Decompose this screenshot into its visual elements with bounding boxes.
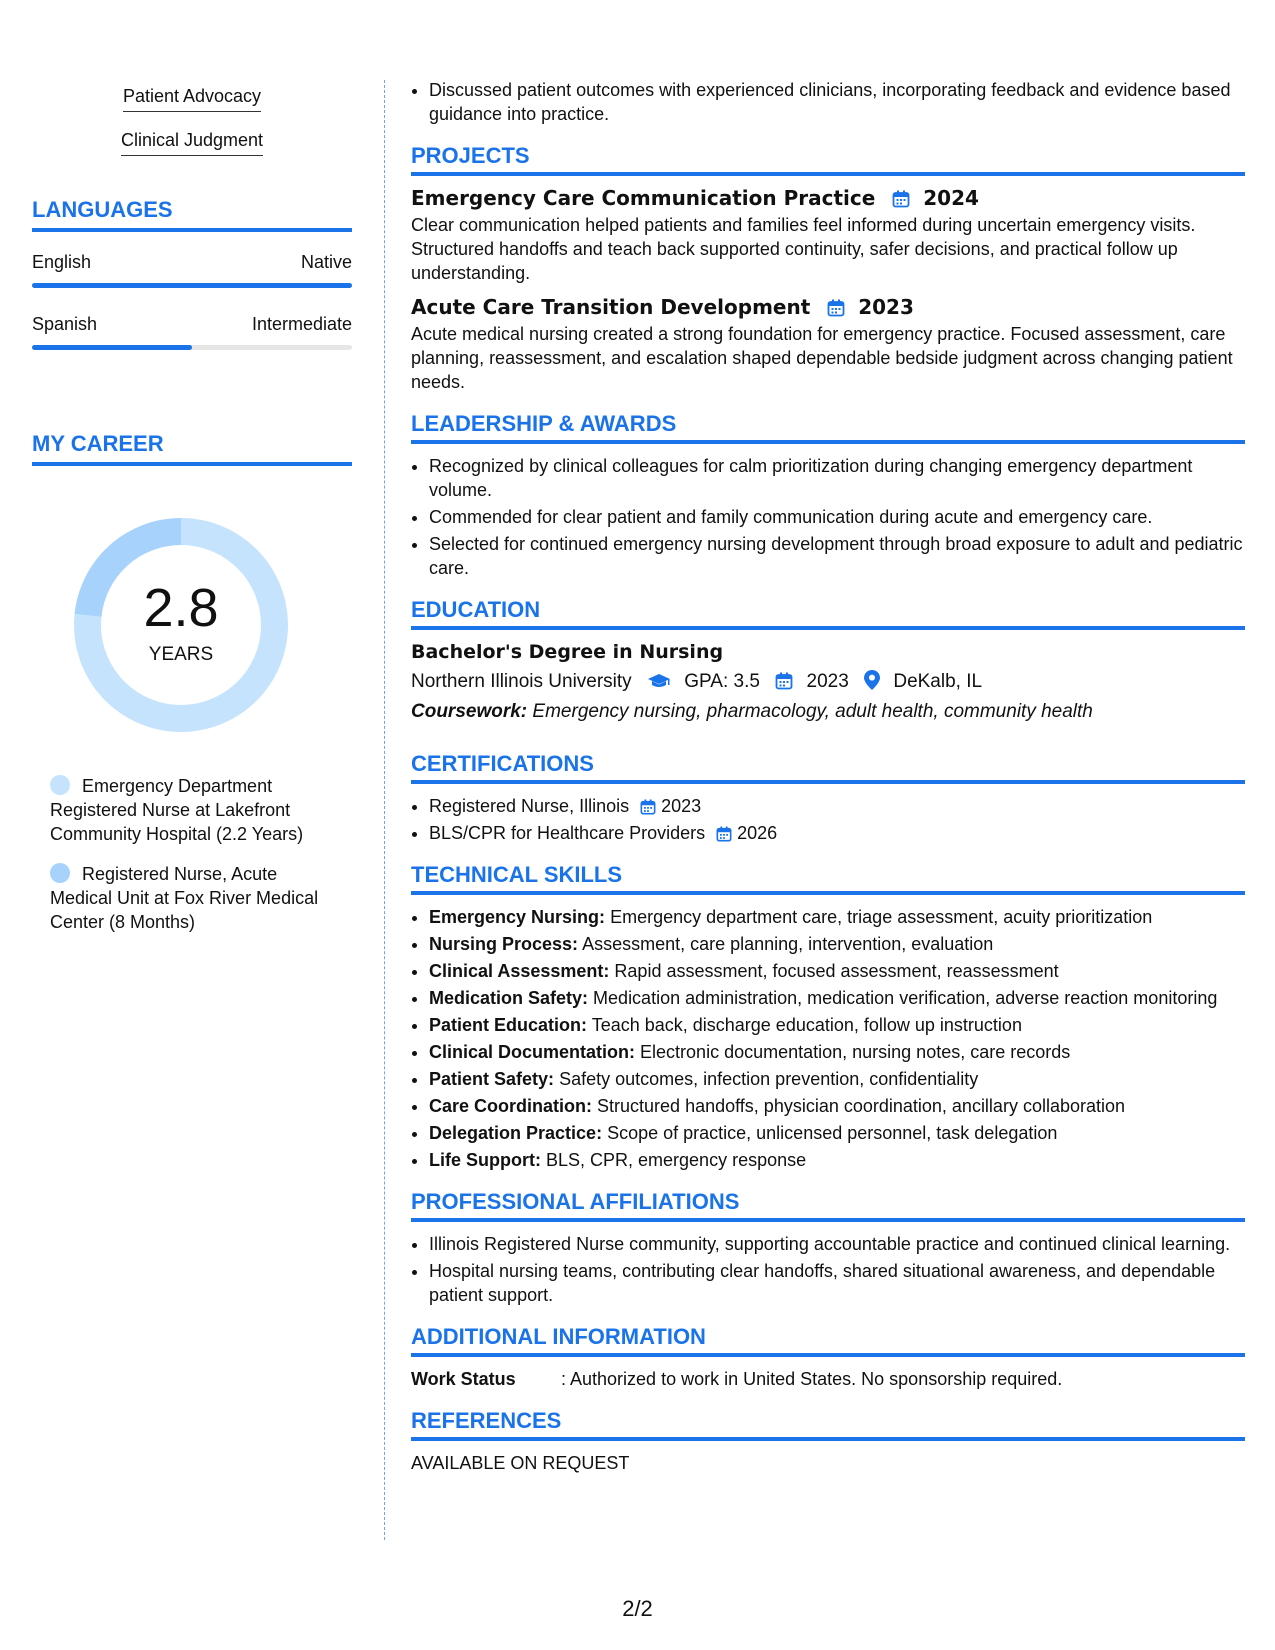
skill-item [429,1148,1245,1172]
career-unit: YEARS [148,644,214,665]
skill-tag: Patient Advocacy [123,84,261,112]
list-item: • Illinois Registered Nurse community, supporting accountable practice and continued clinical learning. [429,1232,1245,1256]
skill-text: BLS, CPR, emergency response [546,1150,807,1170]
school-name: Northern Illinois University [411,671,632,692]
list-item: • Hospital nursing teams, contributing clear handoffs, shared situational awareness, and dependable patient support. [429,1259,1245,1307]
graduation-cap-icon [647,672,671,690]
skill-item [429,932,1245,956]
legend-dot [50,863,70,883]
calendar-icon [827,299,845,317]
language-bar-fill [32,345,192,350]
skill-label: Medication Safety: [429,988,589,1008]
page-number: 2/2 [622,1596,653,1621]
certification-year: 2026 [737,823,778,843]
right-column [411,78,1245,1475]
column-divider [384,80,385,1540]
skill-label: Clinical Documentation: [429,1042,636,1062]
skill-item [429,1094,1245,1118]
list-item: • Selected for continued emergency nursing development through broad exposure to adult and pediatric care. [429,532,1245,580]
work-status-value: : Authorized to work in United States. No sponsorship required. [561,1369,1063,1389]
skill-text: Medication administration, medication verification, adverse reaction monitoring [593,988,1218,1008]
language-bar [32,345,352,350]
language-name: Spanish [32,314,98,334]
skill-label: Delegation Practice: [429,1123,603,1143]
certification-item [429,821,1245,845]
language-bar-fill [32,283,352,288]
calendar-icon [892,190,910,208]
certification-item [429,794,1245,818]
work-status-label: Work Status [411,1369,516,1389]
skill-label: Patient Safety: [429,1069,555,1089]
skill-text: Safety outcomes, infection prevention, confidentiality [559,1069,979,1089]
skill-item [429,1067,1245,1091]
additional-info-heading: ADDITIONAL INFORMATION [411,1323,1245,1357]
skill-label: Patient Education: [429,1015,588,1035]
coursework-label: Coursework: [411,701,528,722]
calendar-icon [640,799,656,815]
certifications-heading: CERTIFICATIONS [411,750,1245,784]
language-item [32,314,352,350]
project-year: 2023 [858,295,914,319]
technical-skills-list [411,905,1245,1172]
left-column [32,84,352,950]
skill-item [429,1040,1245,1064]
career-heading: MY CAREER [32,430,352,466]
skill-text: Assessment, care planning, intervention, evaluation [582,934,994,954]
career-legend [50,774,335,934]
location-pin-icon [864,670,880,690]
degree: Bachelor's Degree in Nursing [411,641,724,663]
project-title: Acute Care Transition Development [411,295,811,319]
languages-heading: LANGUAGES [32,196,352,232]
graduation-year: 2023 [806,671,849,692]
career-donut-chart [66,510,296,740]
skill-item [429,1013,1245,1037]
list-item: • Commended for clear patient and family communication during acute and emergency care. [429,505,1245,529]
certification-name: BLS/CPR for Healthcare Providers [429,823,706,843]
skill-text: Structured handoffs, physician coordination, ancillary collaboration [597,1096,1126,1116]
skill-text: Scope of practice, unlicensed personnel, task delegation [607,1123,1058,1143]
skill-text: Electronic documentation, nursing notes, care records [640,1042,1071,1062]
project-title: Emergency Care Communication Practice [411,186,876,210]
work-status-row [411,1367,1245,1391]
skill-item [429,959,1245,983]
project-year: 2024 [923,186,979,210]
career-label: Registered Nurse, Acute Medical Unit at Fox River Medical Center (8 Months) [50,864,319,932]
leadership-heading: LEADERSHIP & AWARDS [411,410,1245,444]
calendar-icon [775,672,793,690]
career-total: 2.8 [143,578,219,638]
skill-label: Life Support: [429,1150,541,1170]
leadership-list [411,454,1245,580]
skill-text: Emergency department care, triage assessment, acuity prioritization [610,907,1153,927]
education-heading: EDUCATION [411,596,1245,630]
school-location: DeKalb, IL [893,671,983,692]
education-item [411,640,1245,724]
skill-label: Emergency Nursing: [429,907,606,927]
references-text: AVAILABLE ON REQUEST [411,1453,630,1473]
coursework-text: Emergency nursing, pharmacology, adult health, community health [532,701,1093,722]
references-heading: REFERENCES [411,1407,1245,1441]
list-item: • Recognized by clinical colleagues for calm prioritization during changing emergency department volume. [429,454,1245,502]
list-item: • Discussed patient outcomes with experienced clinicians, incorporating feedback and evidence based guidance into practice. [429,78,1245,126]
project-item [411,295,1245,394]
skill-text: Rapid assessment, focused assessment, reassessment [614,961,1059,981]
skill-text: Teach back, discharge education, follow up instruction [591,1015,1022,1035]
language-level: Intermediate [251,314,352,334]
language-name: English [32,252,92,272]
skill-item [429,905,1245,929]
certification-name: Registered Nurse, Illinois [429,796,630,816]
language-level: Native [300,252,352,272]
skill-item [429,1121,1245,1145]
technical-skills-heading: TECHNICAL SKILLS [411,861,1245,895]
skill-tag: Clinical Judgment [121,128,263,156]
calendar-icon [716,826,732,842]
career-legend-item [50,774,335,846]
legend-dot [50,775,70,795]
intro-bullets [411,78,1245,126]
skill-label: Clinical Assessment: [429,961,610,981]
career-label: Emergency Department Registered Nurse at Lakefront Community Hospital (2.2 Years) [50,776,304,844]
career-legend-item [50,862,335,934]
skill-label: Nursing Process: [429,934,579,954]
certification-year: 2023 [661,796,702,816]
skill-item [429,986,1245,1010]
project-description: Clear communication helped patients and families feel informed during uncertain emergency visits. Structured handoffs and teach back supported continuity, safer decisions, and practical follow up understanding. [411,215,1196,283]
gpa: GPA: 3.5 [684,671,760,692]
skill-label: Care Coordination: [429,1096,593,1116]
language-bar [32,283,352,288]
projects-heading: PROJECTS [411,142,1245,176]
project-item [411,186,1245,285]
language-item [32,252,352,288]
certifications-list [411,794,1245,845]
affiliations-list [411,1232,1245,1307]
project-description: Acute medical nursing created a strong foundation for emergency practice. Focused assessment, care planning, reassessment, and escalation shaped dependable bedside judgment across changing patient needs. [411,324,1233,392]
affiliations-heading: PROFESSIONAL AFFILIATIONS [411,1188,1245,1222]
